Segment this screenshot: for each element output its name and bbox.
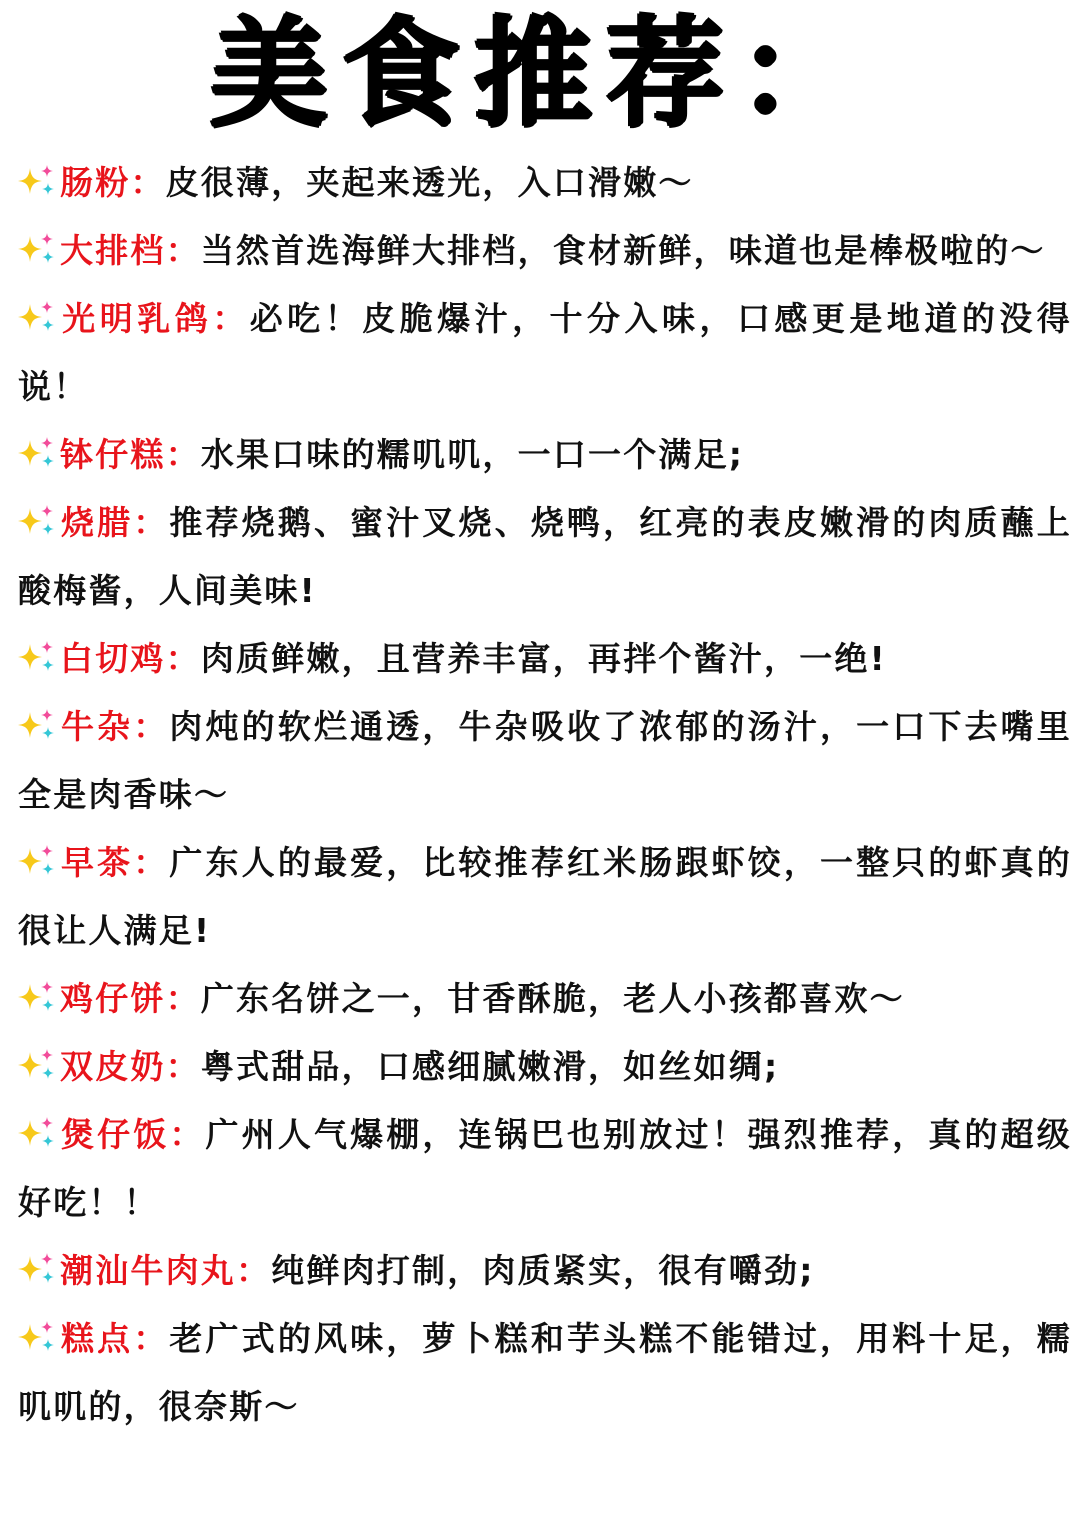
- list-item: [18, 217, 1072, 285]
- food-name-colon: ：: [133, 1319, 170, 1358]
- food-description: 水果口味的糯叽叽，一口一个满足;: [200, 435, 745, 474]
- sparkles-icon: [18, 232, 58, 266]
- list-item: [18, 693, 1072, 829]
- food-description: 粤式甜品，口感细腻嫩滑，如丝如绸;: [200, 1047, 780, 1086]
- food-name-colon: ：: [133, 503, 170, 542]
- food-name: 肠粉: [60, 163, 131, 202]
- food-name-colon: ：: [165, 231, 201, 270]
- list-item: [18, 625, 1072, 693]
- food-description: 当然首选海鲜大排档，食材新鲜，味道也是棒极啦的～: [200, 231, 1046, 270]
- food-description: 纯鲜肉打制，肉质紧实，很有嚼劲;: [271, 1251, 815, 1290]
- list-item: [18, 965, 1072, 1033]
- food-name: 烧腊: [60, 503, 134, 542]
- list-item: [18, 829, 1072, 965]
- list-item: [18, 489, 1072, 625]
- sparkles-icon: [18, 436, 58, 470]
- sparkles-icon: [18, 1320, 58, 1354]
- food-name: 光明乳鸽: [60, 299, 213, 338]
- list-item: [18, 1305, 1072, 1441]
- food-description: 广东名饼之一，甘香酥脆，老人小孩都喜欢～: [200, 979, 905, 1018]
- food-name: 糕点: [60, 1319, 134, 1358]
- food-name: 双皮奶: [60, 1047, 166, 1086]
- food-description: 肉质鲜嫩，且营养丰富，再拌个酱汁，一绝!: [200, 639, 887, 678]
- sparkles-icon: [18, 1116, 58, 1150]
- food-description: 肉炖的软烂通透，牛杂吸收了浓郁的汤汁，一口下去嘴里全是肉香味～: [18, 707, 1073, 814]
- food-name: 潮汕牛肉丸: [60, 1251, 236, 1290]
- sparkles-icon: [18, 708, 58, 742]
- list-item: [18, 1237, 1072, 1305]
- sparkles-icon: [18, 300, 58, 334]
- food-description: 必吃！皮脆爆汁，十分入味，口感更是地道的没得说！: [18, 299, 1072, 406]
- sparkles-icon: [18, 1048, 58, 1082]
- food-description: 推荐烧鹅、蜜汁叉烧、烧鸭，红亮的表皮嫩滑的肉质蘸上酸梅酱，人间美味!: [18, 503, 1073, 610]
- food-name: 大排档: [60, 231, 166, 270]
- sparkles-icon: [18, 1252, 58, 1286]
- food-name-colon: ：: [133, 843, 170, 882]
- sparkles-icon: [18, 164, 58, 198]
- food-name-colon: ：: [165, 435, 201, 474]
- list-item: [18, 1033, 1072, 1101]
- food-list: [18, 149, 1072, 1441]
- food-description: 老广式的风味，萝卜糕和芋头糕不能错过，用料十足，糯叽叽的，很奈斯～: [18, 1319, 1073, 1426]
- food-name: 煲仔饭: [60, 1115, 170, 1154]
- food-name-colon: ：: [165, 639, 201, 678]
- food-name-colon: ：: [169, 1115, 206, 1154]
- list-item: [18, 285, 1072, 421]
- food-description: 广东人的最爱，比较推荐红米肠跟虾饺，一整只的虾真的很让人满足!: [18, 843, 1073, 950]
- sparkles-icon: [18, 980, 58, 1014]
- page-title: 美食推荐：: [209, 5, 870, 143]
- sparkles-icon: [18, 640, 58, 674]
- food-name-colon: ：: [133, 707, 170, 746]
- food-name: 鸡仔饼: [60, 979, 166, 1018]
- food-name: 牛杂: [60, 707, 134, 746]
- food-description: 广州人气爆棚，连锅巴也别放过！强烈推荐，真的超级好吃！！: [18, 1115, 1072, 1222]
- list-item: [18, 1101, 1072, 1237]
- list-item: [18, 149, 1072, 217]
- food-name: 钵仔糕: [60, 435, 166, 474]
- food-name-colon: ：: [236, 1251, 272, 1290]
- sparkles-icon: [18, 504, 58, 538]
- sparkles-icon: [18, 844, 58, 878]
- list-item: [18, 421, 1072, 489]
- food-description: 皮很薄，夹起来透光，入口滑嫩～: [165, 163, 694, 202]
- food-name-colon: ：: [165, 1047, 201, 1086]
- food-name-colon: ：: [130, 163, 166, 202]
- food-name-colon: ：: [212, 299, 250, 338]
- food-name: 白切鸡: [60, 639, 166, 678]
- food-name-colon: ：: [165, 979, 201, 1018]
- food-name: 早茶: [60, 843, 134, 882]
